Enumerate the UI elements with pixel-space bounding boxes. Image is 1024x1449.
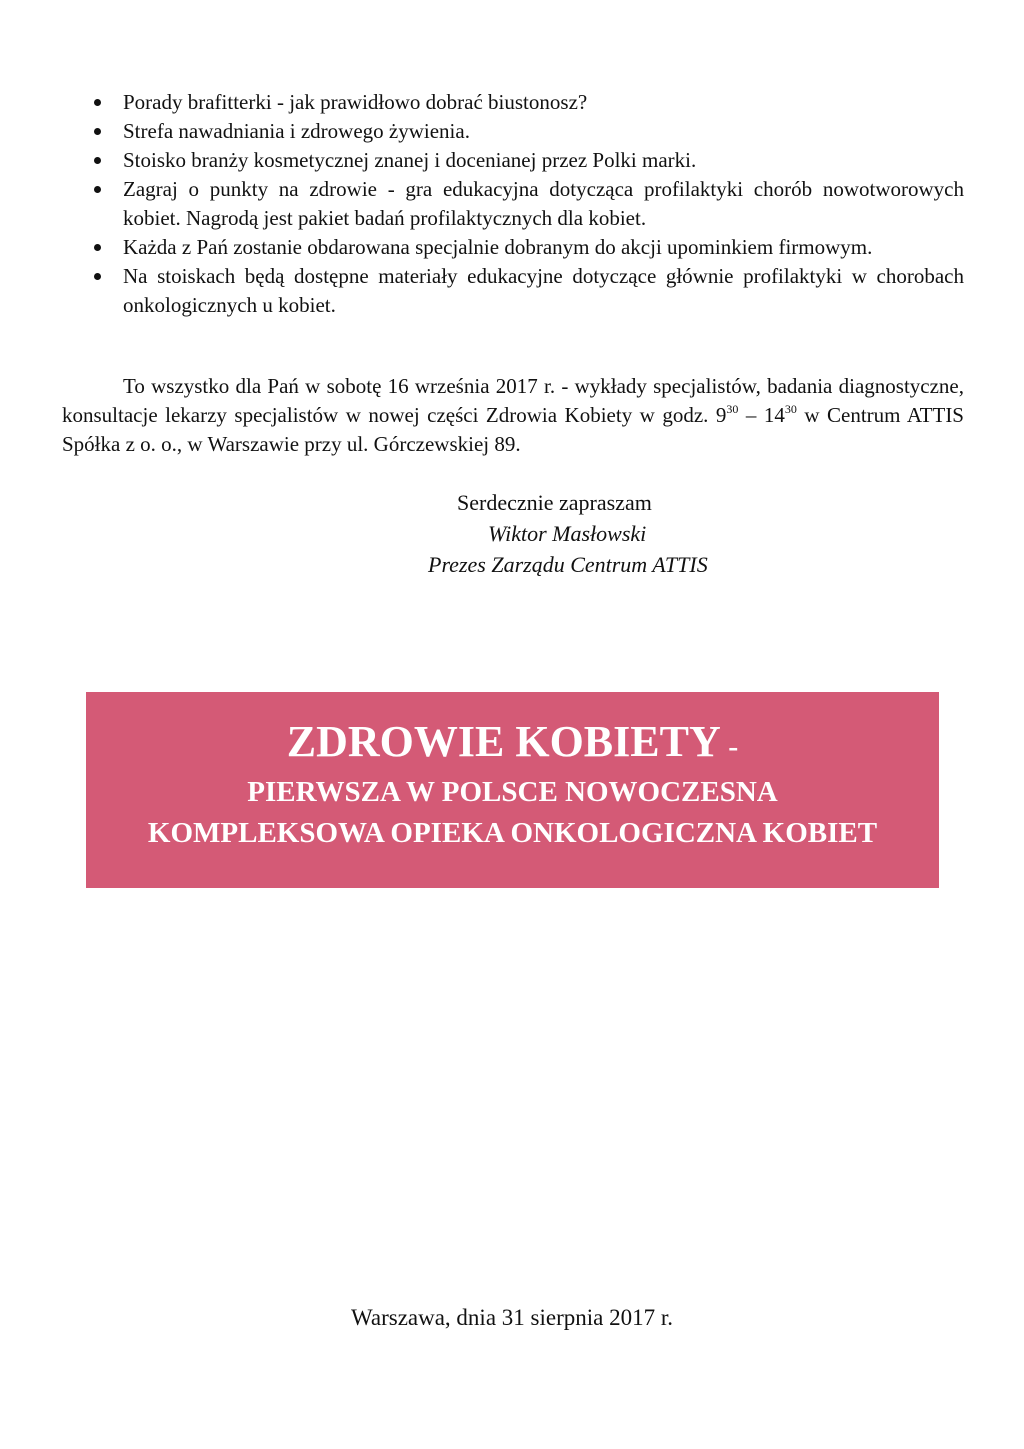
time-start-minutes: 30 <box>726 402 739 416</box>
signature-greeting: Serdecznie zapraszam <box>457 490 652 515</box>
place-date: Warszawa, dnia 31 sierpnia 2017 r. <box>351 1305 673 1330</box>
bullet-icon <box>94 244 101 251</box>
time-end-minutes: 30 <box>784 402 797 416</box>
banner-subtitle-line-2: KOMPLEKSOWA OPIEKA ONKOLOGICZNA KOBIET <box>147 817 878 849</box>
list-item-text: Porady brafitterki - jak prawidłowo dobrać biustonosz? <box>123 90 588 114</box>
list-item-text: Na stoiskach będą dostępne materiały edukacyjne dotyczące głównie profilaktyki w chorobach onkologicznych u kobiet. <box>123 264 964 317</box>
time-separator: – <box>738 403 764 427</box>
signature-role: Prezes Zarządu Centrum ATTIS <box>428 552 708 577</box>
promo-banner <box>86 692 939 888</box>
time-end-hour: 14 <box>763 403 785 427</box>
list-item <box>62 175 964 233</box>
event-paragraph <box>62 372 964 459</box>
list-item <box>62 88 964 117</box>
list-item <box>62 117 964 146</box>
paragraph-text-before: To wszystko dla Pań w sobotę 16 września 2017 r. - wykłady specjalistów, badania diagnostyczne, konsultacje lekarzy specjalistów w nowej części Zdrowia Kobiety w godz. <box>62 374 964 427</box>
banner-title-dash: - <box>720 730 739 763</box>
banner-title-line <box>86 716 939 773</box>
bullet-icon <box>94 157 101 164</box>
banner-subtitle-line-1: PIERWSZA W POLSCE NOWOCZESNA <box>247 776 778 808</box>
paragraph-text-after: w Centrum ATTIS Spółka z o. o., w Warszawie przy ul. Górczewskiej 89. <box>62 403 964 456</box>
list-item <box>62 146 964 175</box>
bullet-icon <box>94 273 101 280</box>
bullet-icon <box>94 99 101 106</box>
list-item-text: Stoisko branży kosmetycznej znanej i docenianej przez Polki marki. <box>123 148 697 172</box>
banner-title: ZDROWIE KOBIETY <box>286 717 721 766</box>
bullet-list <box>62 88 964 320</box>
list-item-text: Strefa nawadniania i zdrowego żywienia. <box>123 119 470 143</box>
bullet-icon <box>94 186 101 193</box>
signature-block <box>380 487 840 580</box>
list-item <box>62 233 964 262</box>
bullet-icon <box>94 128 101 135</box>
time-start-hour: 9 <box>715 403 727 427</box>
list-item <box>62 262 964 320</box>
signature-name: Wiktor Masłowski <box>488 521 647 546</box>
list-item-text: Każda z Pań zostanie obdarowana specjalnie dobranym do akcji upominkiem firmowym. <box>123 235 873 259</box>
list-item-text: Zagraj o punkty na zdrowie - gra edukacyjna dotycząca profilaktyki chorób nowotworowych kobiet. Nagrodą jest pakiet badań profilaktycznych dla kobiet. <box>123 177 964 230</box>
